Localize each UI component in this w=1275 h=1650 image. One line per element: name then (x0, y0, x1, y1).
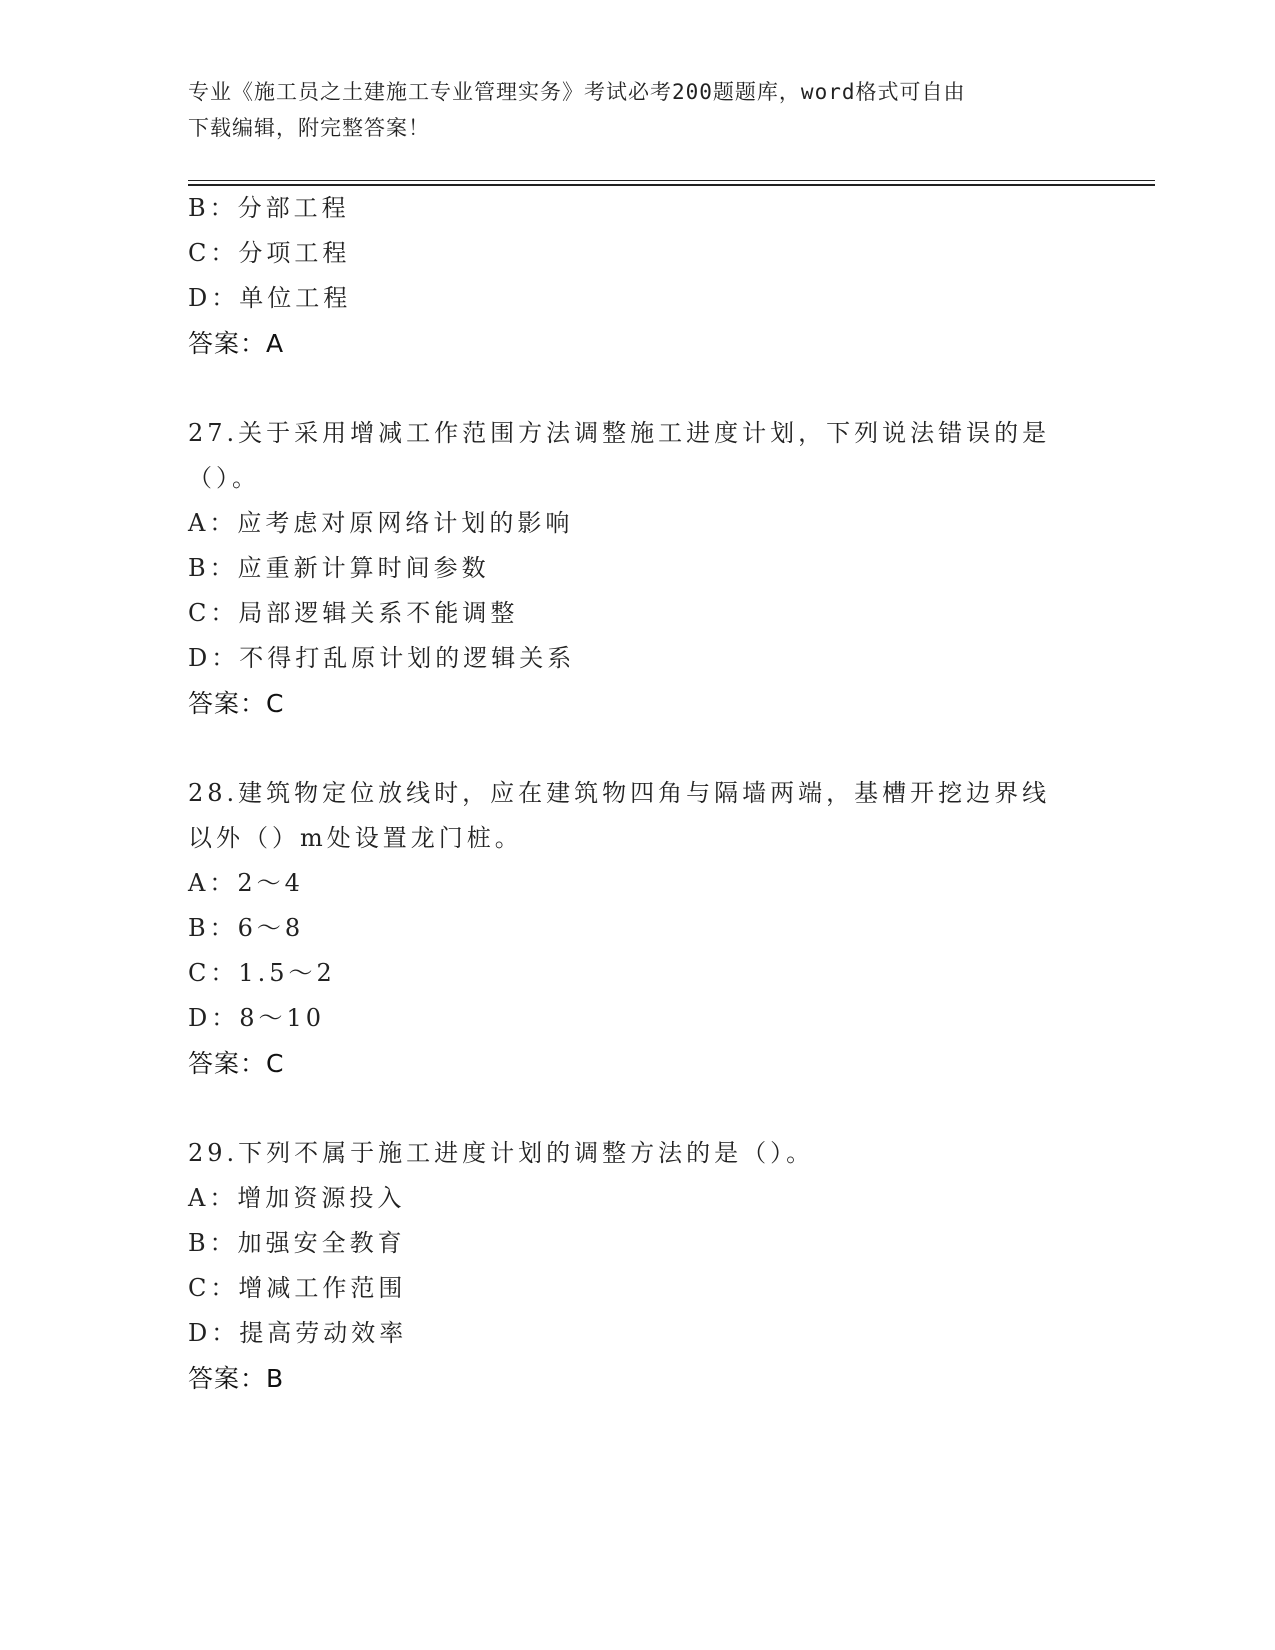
header-line-1: 专业《施工员之土建施工专业管理实务》考试必考200题题库，word格式可自由 (188, 80, 966, 104)
question-29-option-c: C：增减工作范围 (188, 1274, 407, 1302)
question-27-option-c: C：局部逻辑关系不能调整 (188, 599, 519, 627)
question-28-option-b: B：6～8 (188, 914, 305, 942)
question-29-stem: 29.下列不属于施工进度计划的调整方法的是（）。 (188, 1139, 815, 1167)
question-27-option-d: D：不得打乱原计划的逻辑关系 (188, 644, 576, 672)
document-header (188, 74, 1068, 146)
question-28-answer: 答案：C (188, 1049, 285, 1078)
question-28-stem: 28.建筑物定位放线时，应在建筑物四角与隔墙两端，基槽开挖边界线 (188, 779, 1051, 807)
question-27-answer: 答案：C (188, 689, 285, 718)
answer-line: 答案：A (188, 329, 285, 358)
question-29-option-d: D：提高劳动效率 (188, 1319, 408, 1347)
question-29-answer: 答案：B (188, 1364, 285, 1393)
header-line-2: 下载编辑，附完整答案！ (188, 116, 430, 140)
question-28-option-d: D：8～10 (188, 1004, 326, 1032)
header-divider-top (188, 180, 1155, 181)
question-28-option-a: A：2～4 (188, 869, 304, 897)
question-27-stem: 27.关于采用增减工作范围方法调整施工进度计划，下列说法错误的是 (188, 419, 1051, 447)
question-27-option-a: A：应考虑对原网络计划的影响 (188, 509, 574, 537)
question-27-option-b: B：应重新计算时间参数 (188, 554, 490, 582)
question-28-stem-cont: 以外（）m处设置龙门桩。 (188, 824, 523, 852)
question-27-stem-cont: （）。 (188, 464, 260, 492)
question-29-option-a: A：增加资源投入 (188, 1184, 406, 1212)
question-29-option-b: B：加强安全教育 (188, 1229, 406, 1257)
option-d: D：单位工程 (188, 284, 352, 312)
option-c: C：分项工程 (188, 239, 351, 267)
option-b: B：分部工程 (188, 194, 350, 222)
question-28-option-c: C：1.5～2 (188, 959, 336, 987)
header-divider-bottom (188, 184, 1155, 186)
